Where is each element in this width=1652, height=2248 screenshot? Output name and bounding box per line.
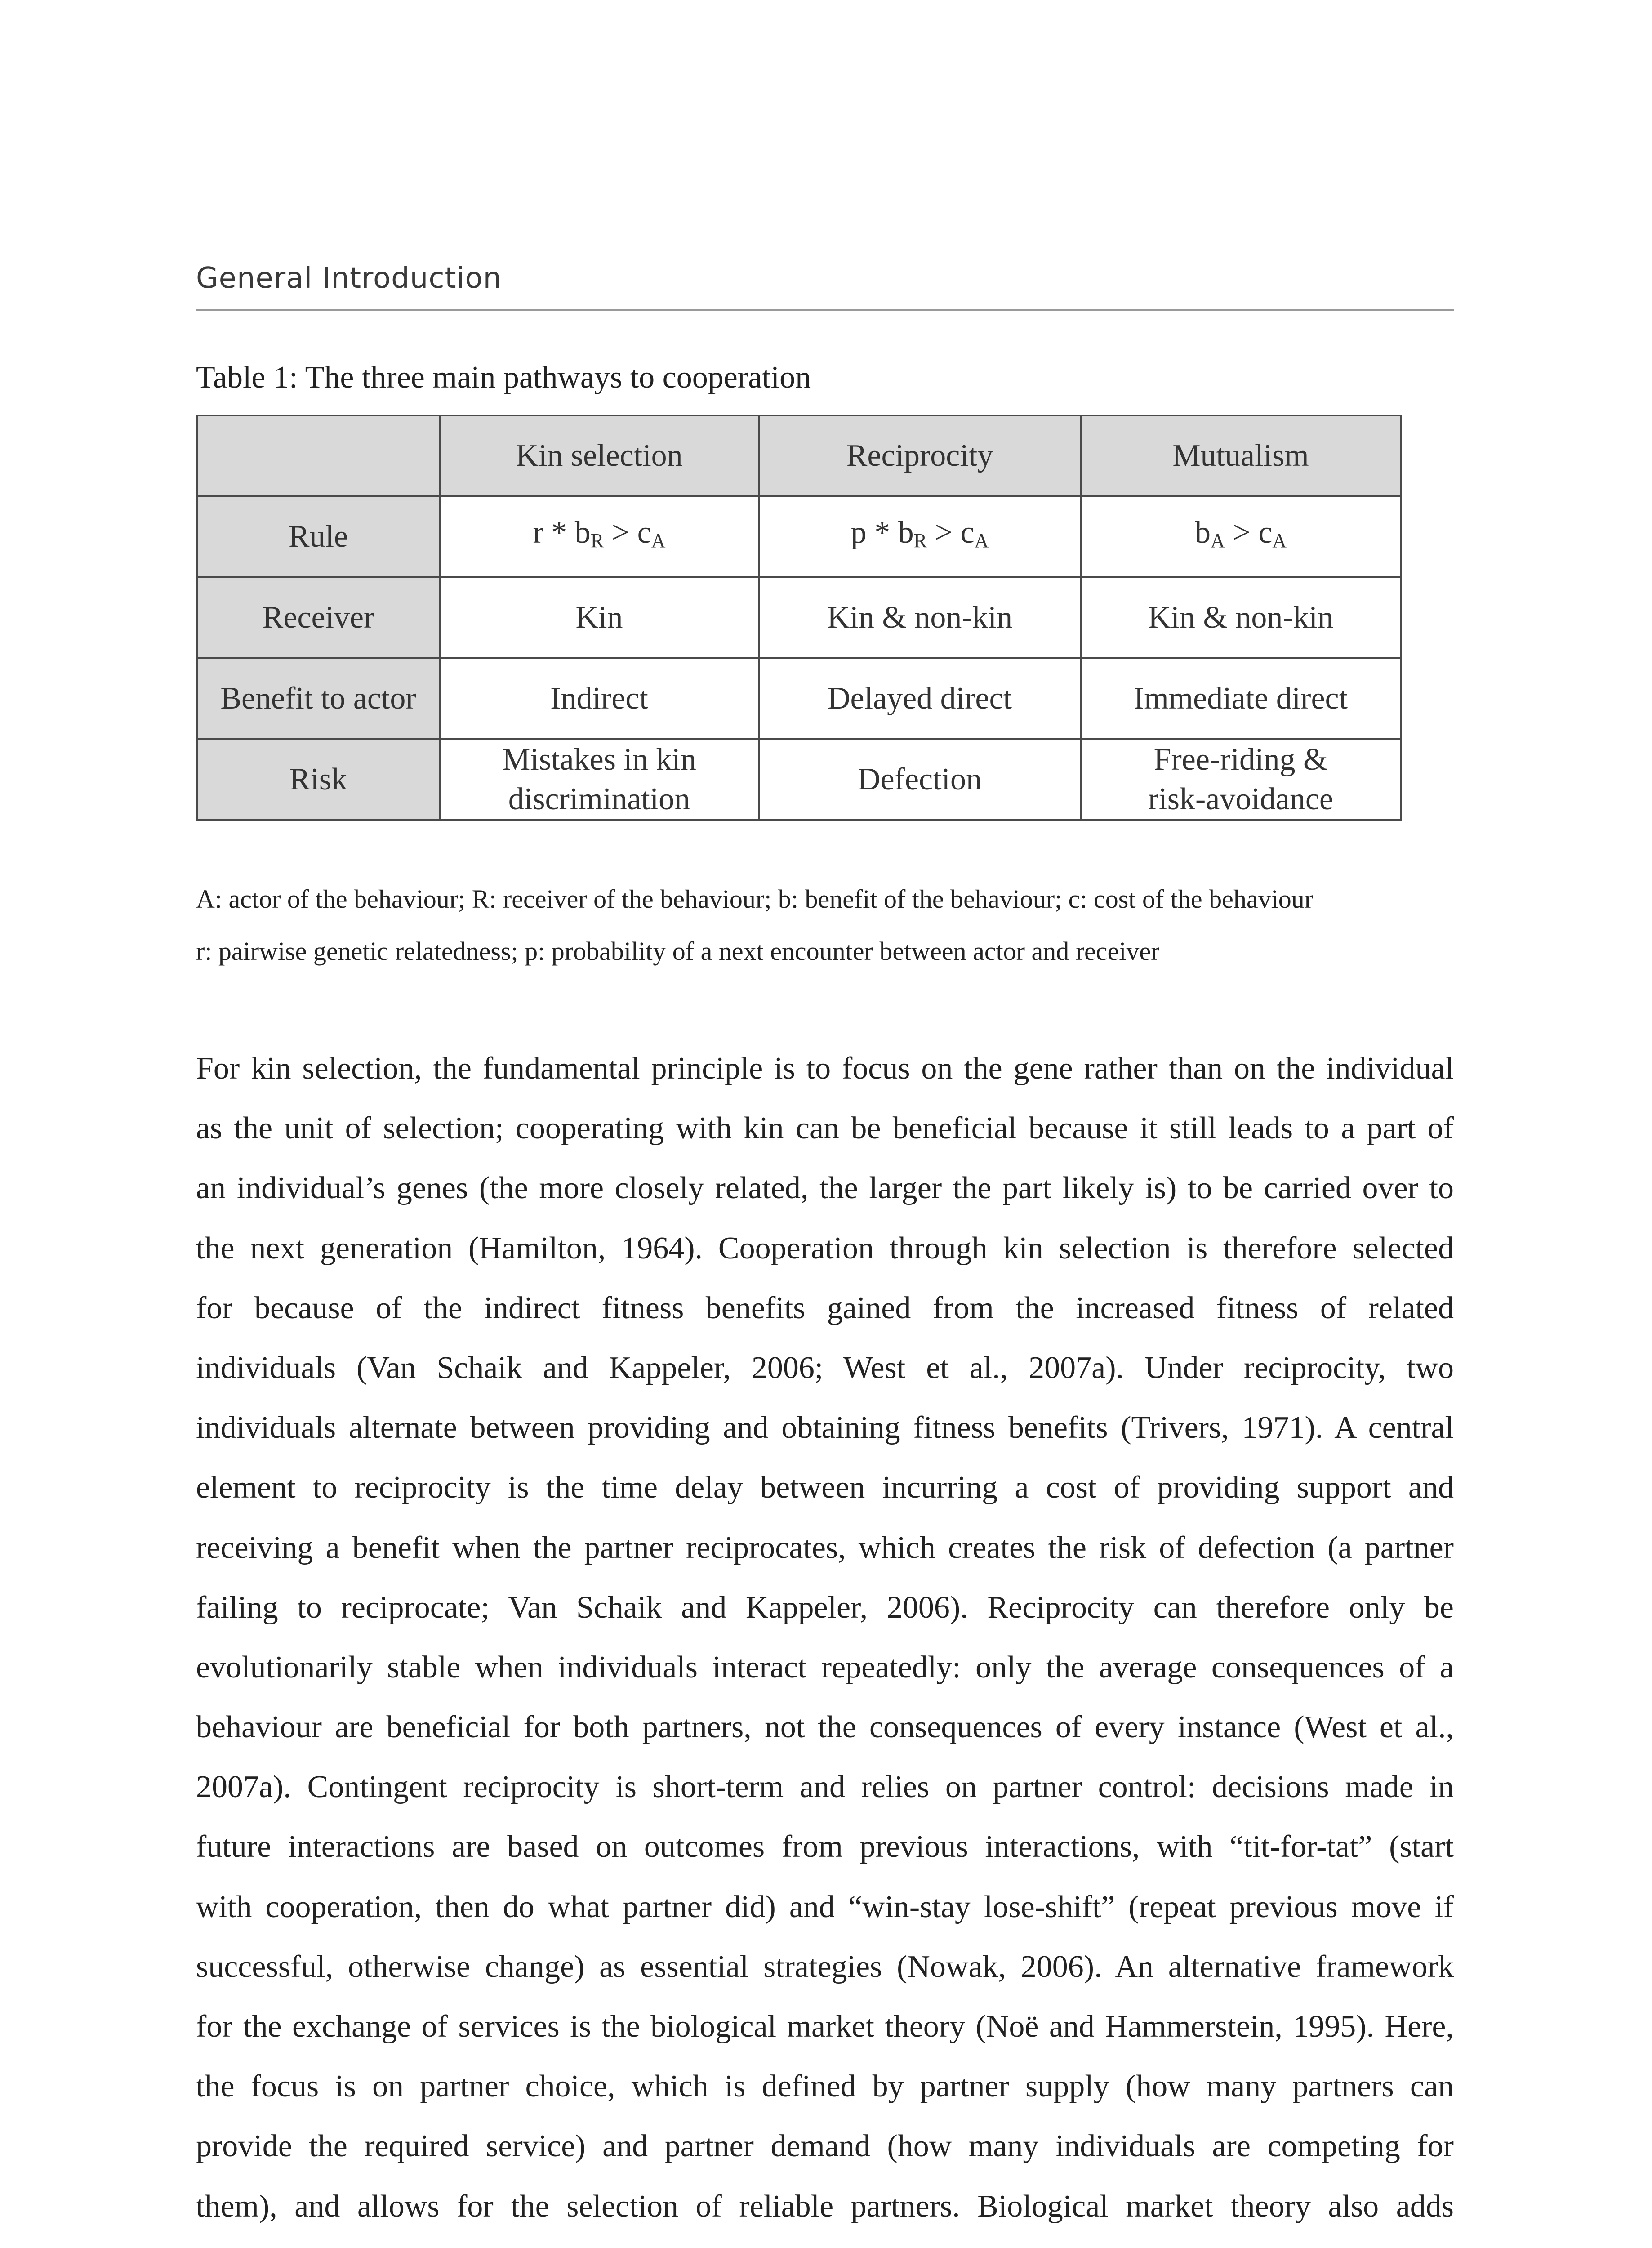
table-caption: Table 1: The three main pathways to cooperation — [196, 360, 811, 395]
body-paragraph — [196, 1039, 1454, 2248]
table-header-row — [197, 415, 1401, 496]
paragraph-line: failing to reciprocate; Van Schaik and Kappeler, 2006). Reciprocity can therefore only be — [196, 1590, 1454, 1625]
benefit-reciprocity: Delayed direct — [759, 658, 1081, 739]
rule-text: b — [1194, 515, 1211, 550]
risk-line: Defection — [858, 762, 982, 797]
rule-kin-selection — [440, 496, 759, 577]
running-header: General Introduction — [196, 262, 502, 295]
row-header-risk: Risk — [197, 739, 440, 820]
receiver-kin-selection: Kin — [440, 577, 759, 658]
paragraph-line: For kin selection, the fundamental principle is to focus on the gene rather than on the individual — [196, 1051, 1454, 1086]
header-divider — [196, 309, 1454, 311]
rule-subscript: A — [974, 530, 989, 552]
rule-subscript: R — [590, 530, 604, 552]
receiver-mutualism: Kin & non-kin — [1081, 577, 1401, 658]
paragraph-line: element to reciprocity is the time delay between incurring a cost of providing support and — [196, 1470, 1454, 1505]
table-note-symbols: r: pairwise genetic relatedness; p: probability of a next encounter between actor and receiver — [196, 937, 1160, 966]
pathways-table — [196, 415, 1402, 821]
table-notes — [196, 873, 1313, 977]
table-row-rule — [197, 496, 1401, 577]
rule-subscript: A — [1210, 530, 1225, 552]
risk-kin-selection — [440, 739, 759, 820]
paragraph-line: them), and allows for the selection of reliable partners. Biological market theory also adds — [196, 2189, 1454, 2224]
rule-subscript: A — [1272, 530, 1287, 552]
paragraph-line: 2007a). Contingent reciprocity is short-term and relies on partner control: decisions made in — [196, 1770, 1454, 1805]
rule-mutualism — [1081, 496, 1401, 577]
paragraph-line: the focus is on partner choice, which is defined by partner supply (how many partners can — [196, 2069, 1454, 2104]
paragraph-line: for because of the indirect fitness benefits gained from the increased fitness of related — [196, 1290, 1454, 1325]
paragraph-line: as the unit of selection; cooperating with kin can be beneficial because it still leads to a part of — [196, 1111, 1454, 1146]
risk-line: Mistakes in kin — [502, 742, 696, 777]
risk-line: Free-riding & — [1153, 742, 1328, 777]
paragraph-line: the next generation (Hamilton, 1964). Cooperation through kin selection is therefore selected — [196, 1231, 1454, 1266]
rule-subscript: A — [651, 530, 666, 552]
column-header-kin-selection: Kin selection — [440, 415, 759, 496]
paragraph-line: receiving a benefit when the partner reciprocates, which creates the risk of defection (a partner — [196, 1530, 1454, 1565]
column-header-reciprocity: Reciprocity — [759, 415, 1081, 496]
risk-line: risk-avoidance — [1148, 782, 1334, 816]
table-row-receiver — [197, 577, 1401, 658]
row-header-benefit-to-actor: Benefit to actor — [197, 658, 440, 739]
rule-text: > c — [927, 515, 975, 550]
paragraph-line: individuals alternate between providing and obtaining fitness benefits (Trivers, 1971). A central — [196, 1410, 1454, 1445]
risk-reciprocity — [759, 739, 1081, 820]
paragraph-line: an individual’s genes (the more closely related, the larger the part likely is) to be carried over to — [196, 1171, 1454, 1206]
row-header-rule: Rule — [197, 496, 440, 577]
table-note-abbreviations: A: actor of the behaviour; R: receiver of the behaviour; b: benefit of the behaviour; c: cost of the behaviour — [196, 884, 1314, 914]
table-corner-cell — [197, 415, 440, 496]
paragraph-line: future interactions are based on outcomes from previous interactions, with “tit-for-tat” (start — [196, 1829, 1454, 1864]
paragraph-line: with cooperation, then do what partner did) and “win-stay lose-shift” (repeat previous move if — [196, 1889, 1454, 1924]
row-header-receiver: Receiver — [197, 577, 440, 658]
benefit-kin-selection: Indirect — [440, 658, 759, 739]
column-header-mutualism: Mutualism — [1081, 415, 1401, 496]
paragraph-line: evolutionarily stable when individuals interact repeatedly: only the average consequences of a — [196, 1650, 1454, 1685]
paragraph-line: for the exchange of services is the biological market theory (Noë and Hammerstein, 1995). Here, — [196, 2009, 1454, 2044]
rule-text: p * b — [850, 515, 914, 550]
receiver-reciprocity: Kin & non-kin — [759, 577, 1081, 658]
paragraph-line: successful, otherwise change) as essential strategies (Nowak, 2006). An alternative framework — [196, 1949, 1454, 1984]
paragraph-line — [196, 2236, 1454, 2248]
paragraph-line: provide the required service) and partner demand (how many individuals are competing for — [196, 2129, 1454, 2164]
table-row-risk — [197, 739, 1401, 820]
risk-line: discrimination — [508, 782, 690, 816]
rule-text: > c — [1225, 515, 1273, 550]
rule-text: r * b — [533, 515, 591, 550]
paragraph-line: individuals (Van Schaik and Kappeler, 2006; West et al., 2007a). Under reciprocity, two — [196, 1350, 1454, 1385]
rule-subscript: R — [913, 530, 927, 552]
rule-text: > c — [604, 515, 651, 550]
benefit-mutualism: Immediate direct — [1081, 658, 1401, 739]
rule-reciprocity — [759, 496, 1081, 577]
table-row-benefit — [197, 658, 1401, 739]
paragraph-line: behaviour are beneficial for both partners, not the consequences of every instance (West et al., — [196, 1710, 1454, 1745]
risk-mutualism — [1081, 739, 1401, 820]
